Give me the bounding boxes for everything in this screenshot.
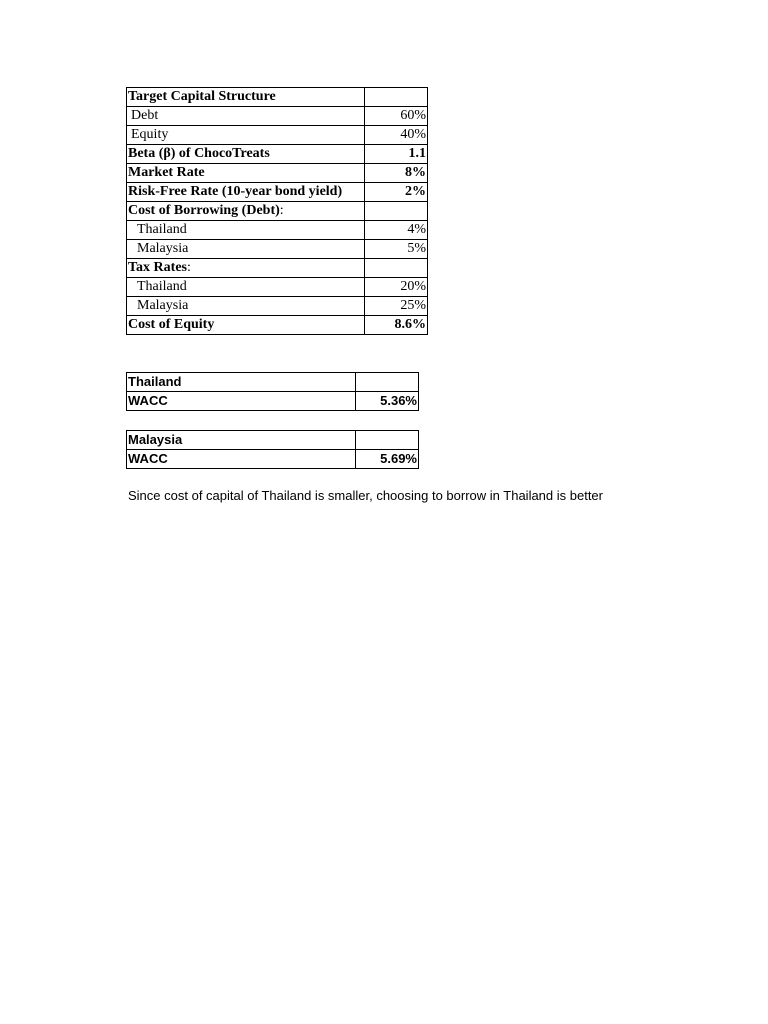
tax-rates-label [127, 259, 365, 278]
table-row [127, 202, 428, 221]
table-row [127, 240, 428, 259]
thailand-wacc-table [126, 372, 419, 411]
tax-thailand-label: Thailand [127, 278, 365, 297]
borrowing-thailand-value: 4% [365, 221, 428, 240]
beta-value: 1.1 [365, 145, 428, 164]
table-row [127, 392, 419, 411]
table-row [127, 88, 428, 107]
market-rate-label: Market Rate [127, 164, 365, 183]
debt-value: 60% [365, 107, 428, 126]
target-capital-structure-header: Target Capital Structure [127, 88, 365, 107]
thailand-header: Thailand [127, 373, 356, 392]
malaysia-header: Malaysia [127, 431, 356, 450]
capital-structure-table [126, 87, 428, 335]
empty-cell [365, 202, 428, 221]
table-row [127, 297, 428, 316]
table-row [127, 431, 419, 450]
table-row [127, 278, 428, 297]
malaysia-wacc-table [126, 430, 419, 469]
borrowing-malaysia-label: Malaysia [127, 240, 365, 259]
table-row [127, 145, 428, 164]
borrowing-malaysia-value: 5% [365, 240, 428, 259]
table-row [127, 259, 428, 278]
cost-of-borrowing-label [127, 202, 365, 221]
tax-malaysia-label: Malaysia [127, 297, 365, 316]
empty-cell [356, 431, 419, 450]
empty-cell [365, 259, 428, 278]
cost-of-borrowing-text: Cost of Borrowing (Debt) [128, 203, 280, 218]
table-row [127, 126, 428, 145]
thailand-wacc-label: WACC [127, 392, 356, 411]
table-row [127, 183, 428, 202]
tax-rates-text: Tax Rates [128, 260, 187, 275]
cost-of-borrowing-colon: : [279, 203, 284, 218]
empty-cell [365, 88, 428, 107]
malaysia-wacc-label: WACC [127, 450, 356, 469]
tax-thailand-value: 20% [365, 278, 428, 297]
table-row [127, 316, 428, 335]
risk-free-rate-value: 2% [365, 183, 428, 202]
beta-label: Beta (β) of ChocoTreats [127, 145, 365, 164]
malaysia-wacc-value: 5.69% [356, 450, 419, 469]
table-row [127, 373, 419, 392]
equity-label: Equity [127, 126, 365, 145]
empty-cell [356, 373, 419, 392]
table-row [127, 164, 428, 183]
tax-rates-colon: : [187, 260, 191, 275]
tax-malaysia-value: 25% [365, 297, 428, 316]
table-row [127, 221, 428, 240]
debt-label: Debt [127, 107, 365, 126]
conclusion-text: Since cost of capital of Thailand is smaller, choosing to borrow in Thailand is better [128, 488, 603, 503]
thailand-wacc-value: 5.36% [356, 392, 419, 411]
table-row [127, 450, 419, 469]
equity-value: 40% [365, 126, 428, 145]
market-rate-value: 8% [365, 164, 428, 183]
cost-of-equity-label: Cost of Equity [127, 316, 365, 335]
cost-of-equity-value: 8.6% [365, 316, 428, 335]
borrowing-thailand-label: Thailand [127, 221, 365, 240]
table-row [127, 107, 428, 126]
risk-free-rate-label: Risk-Free Rate (10-year bond yield) [127, 183, 365, 202]
